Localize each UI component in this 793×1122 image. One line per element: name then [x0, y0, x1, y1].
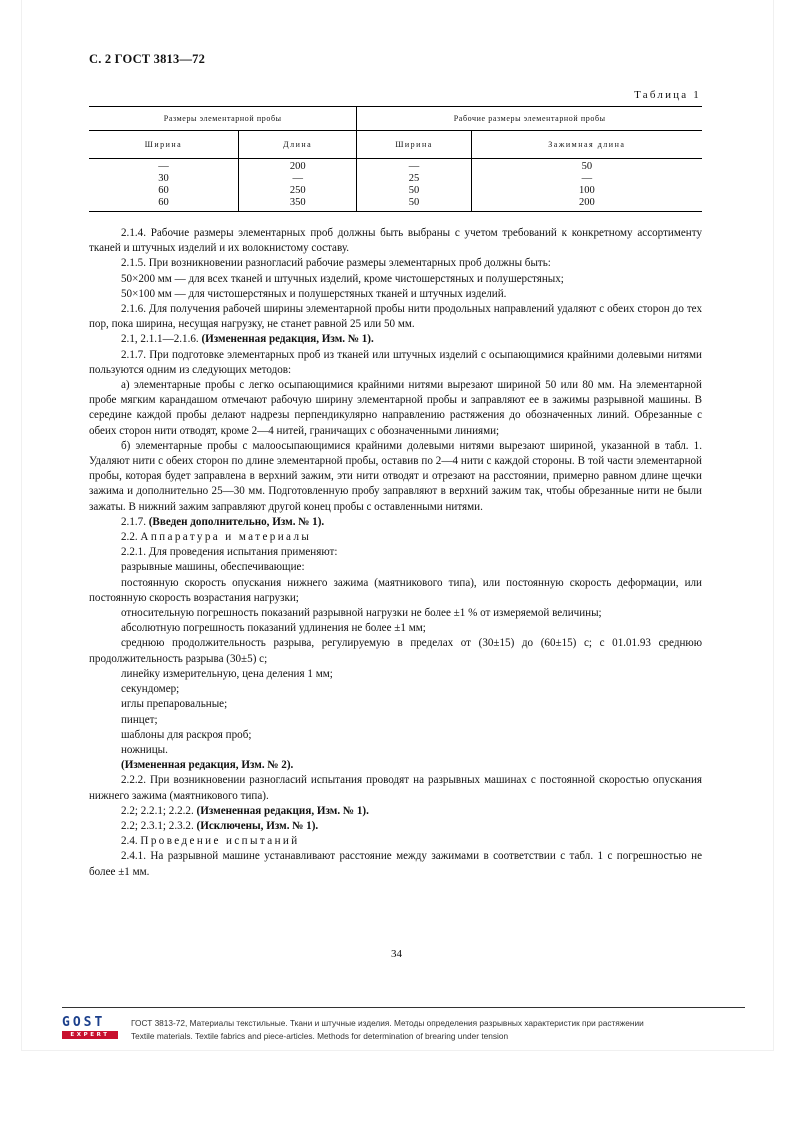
table-row	[89, 185, 702, 197]
paragraph	[89, 606, 702, 621]
paragraph	[89, 287, 702, 302]
footer-title-ru: ГОСТ 3813-72, Материалы текстильные. Ткани и штучные изделия. Методы определения разрывных характеристик при растяжении	[131, 1018, 644, 1028]
table-column-header: Длина	[239, 131, 357, 159]
table-cell: 100	[578, 185, 595, 196]
paragraph	[89, 636, 702, 666]
table-cell: —	[89, 159, 239, 174]
sample-size-table	[89, 106, 702, 212]
body-text	[89, 226, 702, 880]
paragraph	[89, 728, 702, 743]
paragraph	[89, 804, 702, 819]
paragraph-text: 2.1, 2.1.1—2.1.6.	[121, 333, 202, 346]
paragraph-text: 2.1.5. При возникновении разногласий рабочие размеры элементарных проб должны быть:	[121, 257, 551, 270]
paragraph-text: 2.1.6. Для получения рабочей ширины элементарной пробы нити продольных направлений удаляют с обеих сторон до тех пор, пока ширина, несущая нагрузку, не станет равной 25 или 50 мм.	[89, 303, 702, 331]
paragraph	[89, 378, 702, 439]
table-cell: 200	[471, 197, 702, 212]
paragraph-text: пинцет;	[121, 713, 158, 726]
footer-divider	[62, 1007, 745, 1008]
amendment-note: (Введен дополнительно, Изм. № 1).	[148, 515, 325, 528]
paragraph	[89, 332, 702, 347]
table-cell: 25	[357, 173, 471, 185]
paragraph-text: 2.2.2. При возникновении разногласий испытания проводят на разрывных машинах с постоянной скоростью опускания нижнего зажима (маятникового типа).	[89, 774, 702, 802]
paragraph	[89, 515, 702, 530]
paragraph-text: ножницы.	[121, 743, 168, 756]
paragraph	[89, 348, 702, 378]
paragraph-text: разрывные машины, обеспечивающие:	[121, 561, 305, 574]
gost-expert-logo[interactable]	[62, 1016, 120, 1040]
paragraph	[89, 819, 702, 834]
table-cell: 250	[239, 185, 357, 197]
amendment-note: (Измененная редакция, Изм. № 2).	[121, 759, 294, 772]
paragraph-text: 2.1.7. При подготовке элементарных проб из тканей или штучных изделий с осыпающимися крайними долевыми нитями пользуются одним из следующих методов:	[89, 348, 702, 376]
table-cell: 50	[581, 161, 593, 172]
paragraph	[89, 849, 702, 879]
paragraph	[89, 682, 702, 697]
table-row	[89, 159, 702, 174]
paragraph-text: 50×100 мм — для чистошерстяных и полушерстяных тканей и штучных изделий.	[121, 287, 507, 300]
logo-text: GOST	[62, 1015, 106, 1030]
paragraph-text: шаблоны для раскроя проб;	[121, 728, 252, 741]
table-cell: 60	[89, 185, 239, 197]
table-cell: 50	[357, 185, 471, 197]
table-cell: 200	[239, 159, 357, 174]
table-column-header: Ширина	[89, 131, 239, 159]
paragraph	[89, 256, 702, 271]
table-cell: —	[581, 173, 593, 184]
paragraph-text: 2.2.1. Для проведения испытания применяют:	[121, 546, 338, 559]
paragraph-text: а) элементарные пробы с легко осыпающимися крайними нитями вырезают шириной 50 или 80 мм. На элементарной пробе мягким карандашом отмечают рабочую ширину элементарной пробы и заправляют ее в зажимы разрывной машины. В середине каждой пробы делают надрезы перпендикулярно направлению растяжения до обозначенных линий. Обрезанные с обеих сторон нити отводят, кроме 2—4 нитей, граничащих с обозначенными линиями;	[89, 379, 702, 437]
paragraph	[89, 621, 702, 636]
section-heading: Аппаратура и материалы	[140, 531, 312, 544]
table-column-header: Ширина	[357, 131, 471, 159]
paragraph-text: постоянную скорость опускания нижнего зажима (маятникового типа), или постоянную скорость деформации, или постоянную скорость возрастания нагрузки;	[89, 576, 702, 604]
amendment-note: (Измененная редакция, Изм. № 1).	[201, 333, 374, 346]
paragraph-text: 2.2; 2.3.1; 2.3.2.	[121, 819, 197, 832]
logo-subtext: EXPERT	[62, 1031, 118, 1039]
paragraph-text: б) элементарные пробы с малоосыпающимися крайними долевыми нитями вырезают шириной, указанной в табл. 1. Удаляют нити с обеих сторон по длине элементарной пробы, оставив по 2—4 нити с каждой стороны. В той части элементарной пробы, которая будет заправлена в верхний зажим, эти нити отводят и отрезают на расстоянии, примерно равном длине щечки зажима и дополнительно 25—30 мм. Подготовленную пробу заправляют в верхний зажим так, чтобы обрезанные нити не были зажаты. В нижний зажим заправляют другой конец пробы с оставленными нитями.	[89, 439, 702, 513]
table-group-header: Рабочие размеры элементарной пробы	[357, 107, 702, 131]
paragraph	[89, 560, 702, 575]
paragraph	[89, 713, 702, 728]
footer-text	[131, 1017, 644, 1043]
paragraph	[89, 302, 702, 332]
paragraph-text: среднюю продолжительность разрыва, регулируемую в пределах от (30±15) до (60±15) с; с 01.01.93 среднюю продолжительность разрыва (30±5) с;	[89, 637, 702, 665]
table-cell: 350	[239, 197, 357, 212]
table-caption: Таблица 1	[634, 89, 701, 101]
table-row	[89, 173, 702, 185]
table-cell: —	[357, 159, 471, 174]
paragraph-text: абсолютную погрешность показаний удлинения не более ±1 мм;	[121, 622, 426, 635]
paragraph-text: линейку измерительную, цена деления 1 мм;	[121, 667, 333, 680]
footer-title-en: Textile materials. Textile fabrics and piece-articles. Methods for determination of brearing under tension	[131, 1031, 509, 1041]
paragraph	[89, 667, 702, 682]
amendment-note: (Исключены, Изм. № 1).	[196, 819, 319, 832]
table-row	[89, 197, 702, 212]
table-cell: 60	[89, 197, 239, 212]
paragraph-text: секундомер;	[121, 683, 180, 696]
table-column-header: Зажимная длина	[471, 131, 702, 159]
paragraph	[89, 773, 702, 803]
paragraph-text: 2.2.	[121, 531, 141, 544]
paragraph-text: 2.1.7.	[121, 515, 149, 528]
table-group-header: Размеры элементарной пробы	[89, 107, 357, 131]
paragraph	[89, 272, 702, 287]
paragraph	[89, 530, 702, 545]
amendment-note: (Измененная редакция, Изм. № 1).	[196, 804, 369, 817]
paragraph	[89, 697, 702, 712]
paragraph	[89, 576, 702, 606]
paragraph-text: 50×200 мм — для всех тканей и штучных изделий, кроме чистошерстяных и полушерстяных;	[121, 272, 564, 285]
paragraph-text: 2.1.4. Рабочие размеры элементарных проб должны быть выбраны с учетом требований к конкретному ассортименту тканей и штучных изделий и их волокнистому составу.	[89, 227, 702, 255]
paragraph	[89, 439, 702, 515]
paragraph	[89, 226, 702, 256]
paragraph	[89, 545, 702, 560]
section-heading: Проведение испытаний	[140, 835, 300, 848]
paragraph-text: иглы препаровальные;	[121, 698, 228, 711]
paragraph	[89, 834, 702, 849]
paragraph-text: 2.4.	[121, 835, 141, 848]
page-number: 34	[391, 948, 402, 960]
table-cell: —	[239, 173, 357, 185]
table-cell: 30	[89, 173, 239, 185]
paragraph-text: относительную погрешность показаний разрывной нагрузки не более ±1 % от измеряемой величины;	[121, 607, 602, 620]
paragraph	[89, 758, 702, 773]
paragraph-text: 2.2; 2.2.1; 2.2.2.	[121, 804, 197, 817]
paragraph-text: 2.4.1. На разрывной машине устанавливают расстояние между зажимами в соответствии с табл. 1 с погрешностью не более ±1 мм.	[89, 850, 702, 878]
paragraph	[89, 743, 702, 758]
table-cell: 50	[357, 197, 471, 212]
page-header: С. 2 ГОСТ 3813—72	[89, 52, 206, 66]
